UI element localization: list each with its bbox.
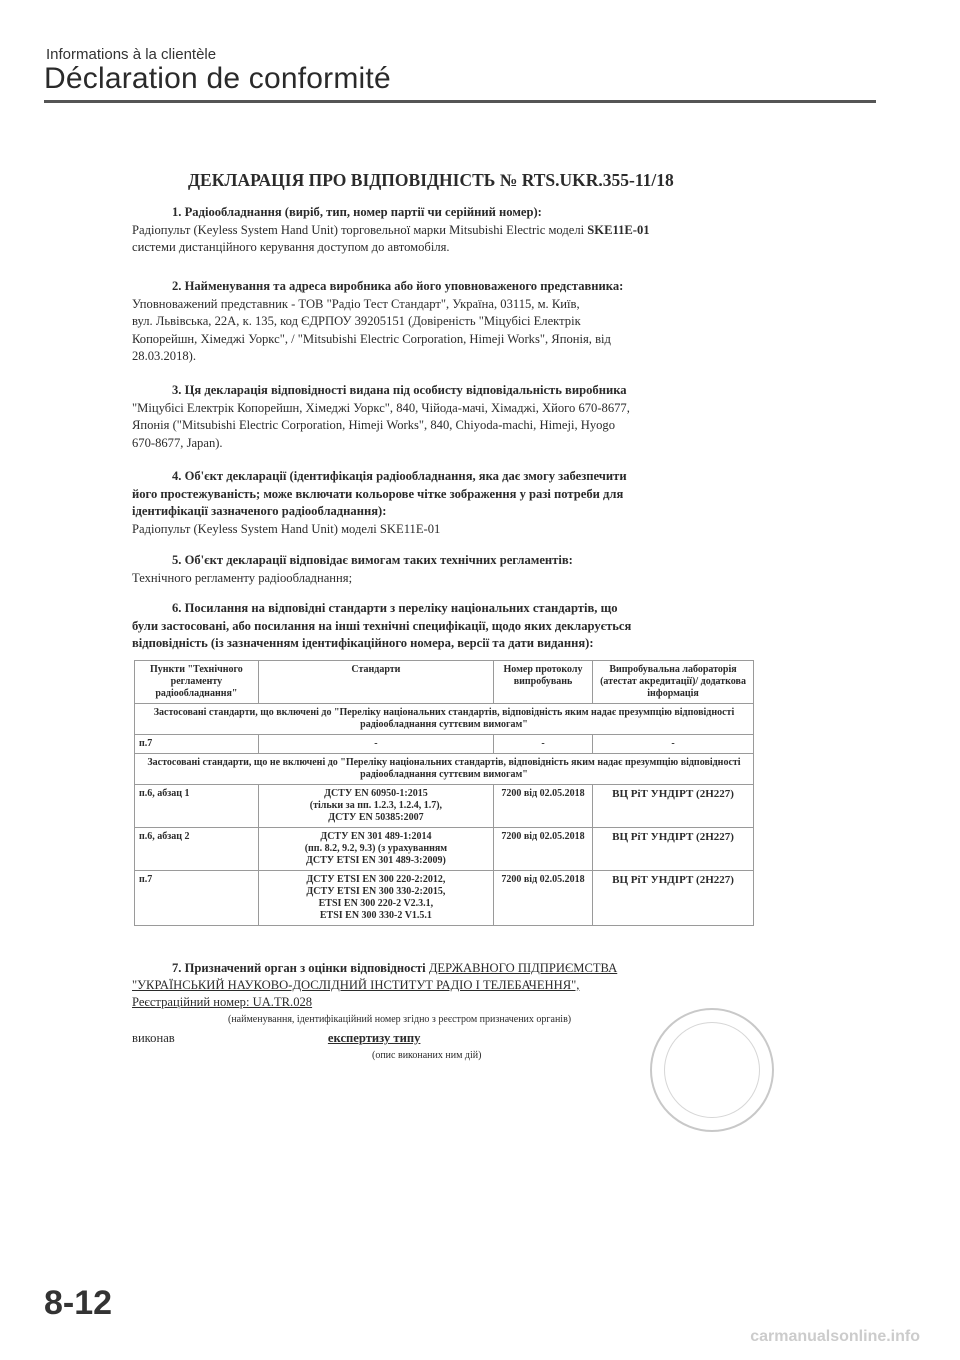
table-band: Застосовані стандарти, що включені до "Переліку національних стандартів, відповідність яким надає презумпцію відповідності радіообладнання суттєвим вимогам" — [135, 704, 754, 735]
table-cell: - — [258, 735, 493, 754]
notified-body-name: ДЕРЖАВНОГО ПІДПРИЄМСТВА — [428, 961, 618, 975]
table-row — [135, 735, 754, 754]
section-2-line: Уповноважений представник - ТОВ "Радіо Тест Стандарт", Україна, 03115, м. Київ, — [132, 296, 580, 311]
header-rule — [44, 100, 876, 103]
table-cell: 7200 від 02.05.2018 — [494, 785, 593, 828]
scanned-declaration — [120, 150, 760, 1130]
section-4-line: Радіопульт (Keyless System Hand Unit) моделі SKE11E-01 — [132, 521, 441, 536]
table-cell: п.6, абзац 1 — [135, 785, 259, 828]
section-3-line: 670-8677, Japan). — [132, 435, 223, 450]
section-7-heading: 7. Призначений орган з оцінки відповідності — [172, 961, 426, 975]
section-6 — [132, 600, 762, 653]
section-4-heading: 4. Об'єкт декларації (ідентифікація радіообладнання, яка дає змогу забезпечити — [172, 469, 627, 483]
section-6-heading: були застосовані, або посилання на інші технічні специфікації, щодо яких декларується — [132, 618, 632, 633]
table-cell: 7200 від 02.05.2018 — [494, 871, 593, 926]
section-1 — [132, 204, 762, 257]
table-row — [135, 828, 754, 871]
table-cell: ВЦ РіТ УНДІРТ (2Н227) — [593, 828, 754, 871]
standard-line: ДСТУ EN 301 489-1:2014 — [320, 831, 432, 842]
standard-line: ДСТУ EN 50385:2007 — [328, 812, 424, 823]
table-cell: - — [593, 735, 754, 754]
table-cell — [258, 785, 493, 828]
caption: (найменування, ідентифікаційний номер згідно з реєстром призначених органів) — [228, 1014, 572, 1025]
official-stamp — [650, 1008, 774, 1132]
table-cell — [258, 871, 493, 926]
section-5 — [132, 552, 762, 587]
standard-line: ДСТУ ETSI EN 300 220-2:2012, — [306, 874, 446, 885]
table-cell: ВЦ РіТ УНДІРТ (2Н227) — [593, 785, 754, 828]
table-header: Номер протоколу випробувань — [494, 661, 593, 704]
declaration-title: ДЕКЛАРАЦІЯ ПРО ВІДПОВІДНІСТЬ № RTS.UKR.355-11/18 — [188, 170, 674, 190]
table-cell: ВЦ РіТ УНДІРТ (2Н227) — [593, 871, 754, 926]
model-number: SKE11E-01 — [587, 222, 650, 237]
table-row — [135, 871, 754, 926]
table-cell: п.6, абзац 2 — [135, 828, 259, 871]
section-2-line: 28.03.2018). — [132, 349, 197, 363]
performed-action: експертизу типу — [327, 1031, 421, 1045]
section-4 — [132, 468, 762, 538]
table-row — [135, 704, 754, 735]
caption: (опис виконаних ним дій) — [372, 1050, 482, 1061]
page-title: Déclaration de conformité — [44, 62, 391, 95]
section-2 — [132, 278, 762, 366]
section-4-heading: ідентифікації зазначеного радіообладнання): — [132, 504, 387, 518]
performed-label: виконав — [132, 1031, 175, 1045]
section-6-heading: відповідність (із зазначенням ідентифікаційного номера, версії та дати видання): — [132, 636, 594, 650]
section-3-line: Японія ("Mitsubishi Electric Corporation, Himeji Works", 840, Chiyoda-machi, Himeji, Hyogo — [132, 418, 616, 432]
section-2-line: Копорейшн, Хімеджі Уоркс", / "Mitsubishi Electric Corporation, Himeji Works", Японія, від — [132, 331, 611, 346]
standards-table — [134, 660, 754, 926]
standard-line: (пп. 8.2, 9.2, 9.3) (з урахуванням — [304, 843, 448, 854]
section-1-line: системи дистанційного керування доступом до автомобіля. — [132, 240, 450, 254]
section-5-heading: 5. Об'єкт декларації відповідає вимогам таких технічних регламентів: — [172, 553, 573, 567]
section-2-heading: 2. Найменування та адреса виробника або його уповноваженого представника: — [172, 279, 624, 293]
standard-line: ETSI EN 300 330-2 V1.5.1 — [319, 910, 432, 921]
watermark: carmanualsonline.info — [750, 1328, 920, 1345]
table-cell: 7200 від 02.05.2018 — [494, 828, 593, 871]
table-header: Стандарти — [258, 661, 493, 704]
table-header: Випробувальна лабораторія (атестат акредитації)/ додаткова інформація — [593, 661, 754, 704]
table-cell: - — [494, 735, 593, 754]
section-5-line: Технічного регламенту радіообладнання; — [132, 570, 353, 585]
section-3 — [132, 382, 762, 452]
section-6-heading: 6. Посилання на відповідні стандарти з переліку національних стандартів, що — [172, 601, 618, 615]
table-cell: п.7 — [135, 871, 259, 926]
table-cell — [258, 828, 493, 871]
section-3-heading: 3. Ця декларація відповідності видана під особисту відповідальність виробника — [172, 383, 627, 397]
standard-line: ДСТУ ETSI EN 301 489-3:2009) — [306, 855, 446, 866]
standard-line: ДСТУ EN 60950-1:2015 — [324, 788, 428, 799]
table-header: Пункти "Технічного регламенту радіообладнання" — [135, 661, 259, 704]
table-cell: п.7 — [135, 735, 259, 754]
table-row — [135, 754, 754, 785]
page-number: 8-12 — [44, 1284, 113, 1322]
section-1-heading: 1. Радіообладнання (виріб, тип, номер партії чи серійний номер): — [172, 205, 542, 219]
section-3-line: "Міцубісі Електрік Копорейшн, Хімеджі Уоркс", 840, Чійода-мачі, Хімаджі, Хйого 670-8677, — [132, 400, 630, 415]
section-1-line: Радіопульт (Keyless System Hand Unit) торговельної марки Mitsubishi Electric моделі — [132, 222, 585, 237]
notified-body-name: "УКРАЇНСЬКИЙ НАУКОВО-ДОСЛІДНИЙ ІНСТИТУТ РАДІО І ТЕЛЕБАЧЕННЯ", — [132, 978, 580, 992]
table-band: Застосовані стандарти, що не включені до "Переліку національних стандартів, відповідність яким надає презумпцію відповідності радіообладнання суттєвим вимогам" — [135, 754, 754, 785]
section-4-heading: його простежуваність; може включати кольорове чітке зображення у разі потреби для — [132, 486, 624, 501]
section-subtitle: Informations à la clientèle — [46, 46, 217, 63]
standard-line: (тільки за пп. 1.2.3, 1.2.4, 1.7), — [309, 800, 443, 811]
table-header-row — [135, 661, 754, 704]
standard-line: ETSI EN 300 220-2 V2.3.1, — [318, 898, 434, 909]
standard-line: ДСТУ ETSI EN 300 330-2:2015, — [306, 886, 446, 897]
registration-number: Реєстраційний номер: UA.TR.028 — [132, 995, 313, 1009]
table-row — [135, 785, 754, 828]
section-2-line: вул. Львівська, 22А, к. 135, код ЄДРПОУ 39205151 (Довіреність "Міцубісі Електрік — [132, 314, 581, 328]
